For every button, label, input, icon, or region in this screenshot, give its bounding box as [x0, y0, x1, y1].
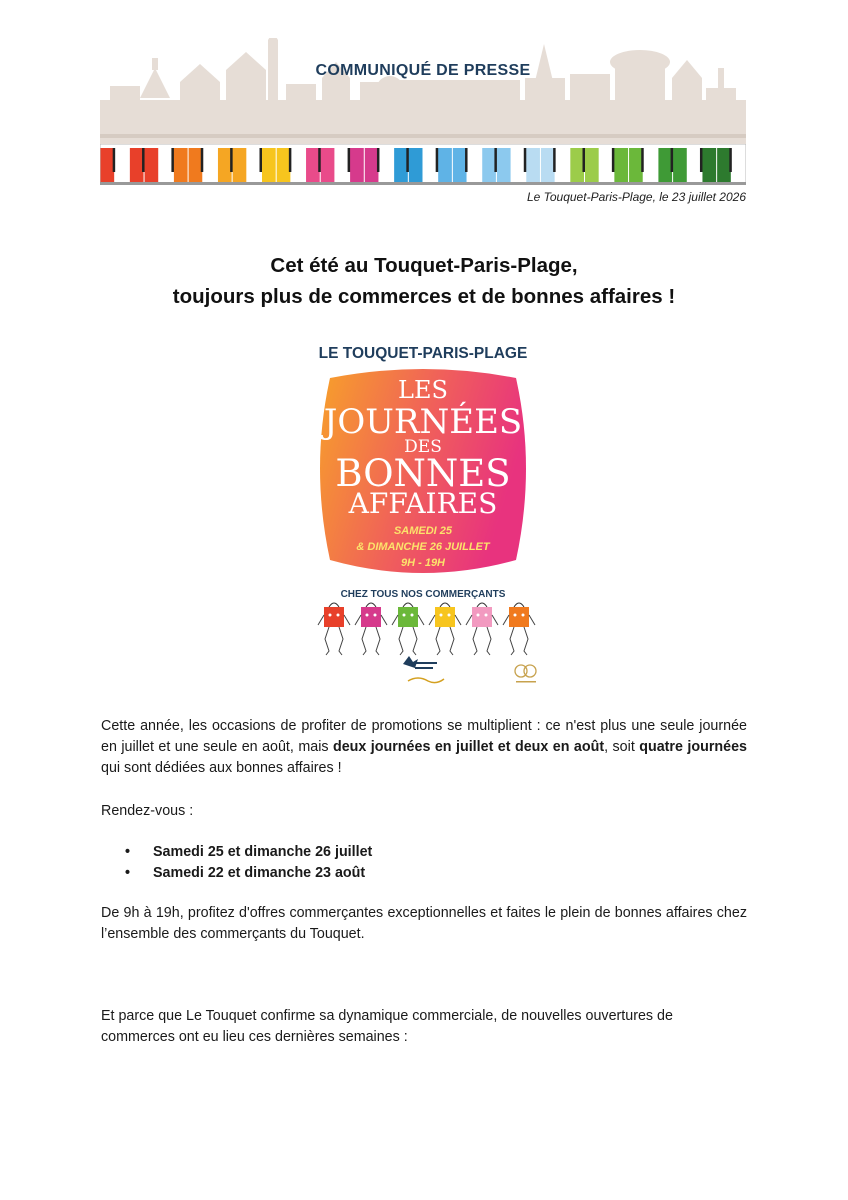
piano-key [174, 148, 188, 184]
poster-text-affaires: AFFAIRES [348, 487, 498, 520]
piano-key [189, 148, 203, 184]
piano-key [688, 148, 702, 184]
piano-key [585, 148, 599, 184]
intro-text-2: , soit [604, 739, 640, 755]
piano-key [203, 148, 217, 184]
intro-bold-1: deux journées en juillet et deux en août [332, 739, 605, 755]
piano-key [115, 148, 129, 184]
piano-key [379, 148, 393, 184]
piano-key [658, 148, 672, 184]
piano-key [482, 148, 496, 184]
poster-text-bonnes: BONNES [335, 452, 511, 495]
piano-key [453, 148, 467, 184]
shopping-bag-icon [318, 603, 350, 655]
piano-key [614, 148, 628, 184]
shopping-bag-icon [392, 603, 424, 655]
piano-key [159, 148, 173, 184]
list-item: • Samedi 25 et dimanche 26 juillet [125, 842, 372, 863]
paragraph-rendez-vous: Rendez-vous : [101, 803, 194, 819]
poster-text-les: LES [398, 376, 448, 404]
piano-key [438, 148, 452, 184]
piano-key [350, 148, 364, 184]
piano-key [291, 148, 305, 184]
piano-key [526, 148, 540, 184]
intro-text-1: Cette année, les occasions de profiter de promotions se multiplient : ce n'est plus une seule journée en juillet et une seule en août, mais [101, 718, 747, 755]
piano-key [541, 148, 555, 184]
piano-key [277, 148, 291, 184]
poster-date-1: SAMEDI 25 [393, 525, 453, 537]
headline-line-2: toujours plus de commerces et de bonnes affaires ! [172, 285, 676, 308]
intro-text-3: qui sont dédiées aux bonnes affaires ! [101, 760, 342, 776]
piano-key [321, 148, 335, 184]
poster-hours: 9H - 19H [400, 557, 446, 569]
piano-key [145, 148, 159, 184]
piano-key [394, 148, 408, 184]
piano-key [409, 148, 423, 184]
piano-key [365, 148, 379, 184]
headline-line-1: Cet été au Touquet-Paris-Plage, [270, 254, 578, 277]
piano-key [570, 148, 584, 184]
piano-key [732, 148, 746, 184]
piano-key [306, 148, 320, 184]
dateline: Le Touquet-Paris-Plage, le 23 juillet 2026 [526, 190, 746, 204]
piano-key [130, 148, 144, 184]
poster-subtitle: CHEZ TOUS NOS COMMERÇANTS [340, 589, 506, 600]
dates-list [125, 842, 372, 884]
shopping-bag-icon [466, 603, 498, 655]
piano-key [512, 148, 526, 184]
piano-key [600, 148, 614, 184]
poster-text-des: DES [404, 437, 442, 457]
piano-keys-band [100, 144, 746, 186]
piano-key [262, 148, 276, 184]
piano-key [644, 148, 658, 184]
piano-key [717, 148, 731, 184]
shopping-bag-icon [503, 603, 535, 655]
piano-key [101, 148, 115, 184]
commerce-logo-icon [515, 665, 536, 683]
shopping-bag-icon [429, 603, 461, 655]
city-skyline-illustration [100, 38, 746, 150]
piano-key [556, 148, 570, 184]
intro-bold-2: quatre journées [639, 739, 747, 755]
press-release-header [100, 38, 746, 188]
paragraph-offers: De 9h à 19h, profitez d'offres commerçantes exceptionnelles et faites le plein de bonnes affaires chez l’ensemble des commerçants du Touquet. [101, 905, 747, 942]
piano-key [497, 148, 511, 184]
piano-key [468, 148, 482, 184]
town-logo-icon [403, 656, 444, 683]
piano-key [673, 148, 687, 184]
headline [0, 250, 848, 312]
header-title: COMMUNIQUÉ DE PRESSE [315, 62, 531, 79]
shopping-bags-illustration [318, 603, 535, 655]
paragraph-new-shops: Et parce que Le Touquet confirme sa dynamique commerciale, de nouvelles ouvertures de commerces ont eu lieu ces dernières semaines : [101, 1008, 673, 1045]
piano-key [233, 148, 247, 184]
event-poster [300, 338, 546, 694]
piano-key [247, 148, 261, 184]
poster-text-journees: JOURNÉES [323, 402, 523, 442]
piano-key [424, 148, 438, 184]
poster-top-title: LE TOUQUET-PARIS-PLAGE [318, 345, 528, 362]
piano-key [702, 148, 716, 184]
piano-key [218, 148, 232, 184]
paragraph-intro [101, 716, 747, 779]
piano-key [629, 148, 643, 184]
poster-date-2: & DIMANCHE 26 JUILLET [356, 541, 490, 553]
poster-graphic [300, 338, 546, 694]
list-item: • Samedi 22 et dimanche 23 août [125, 863, 372, 884]
piano-key [335, 148, 349, 184]
shopping-bag-icon [355, 603, 387, 655]
